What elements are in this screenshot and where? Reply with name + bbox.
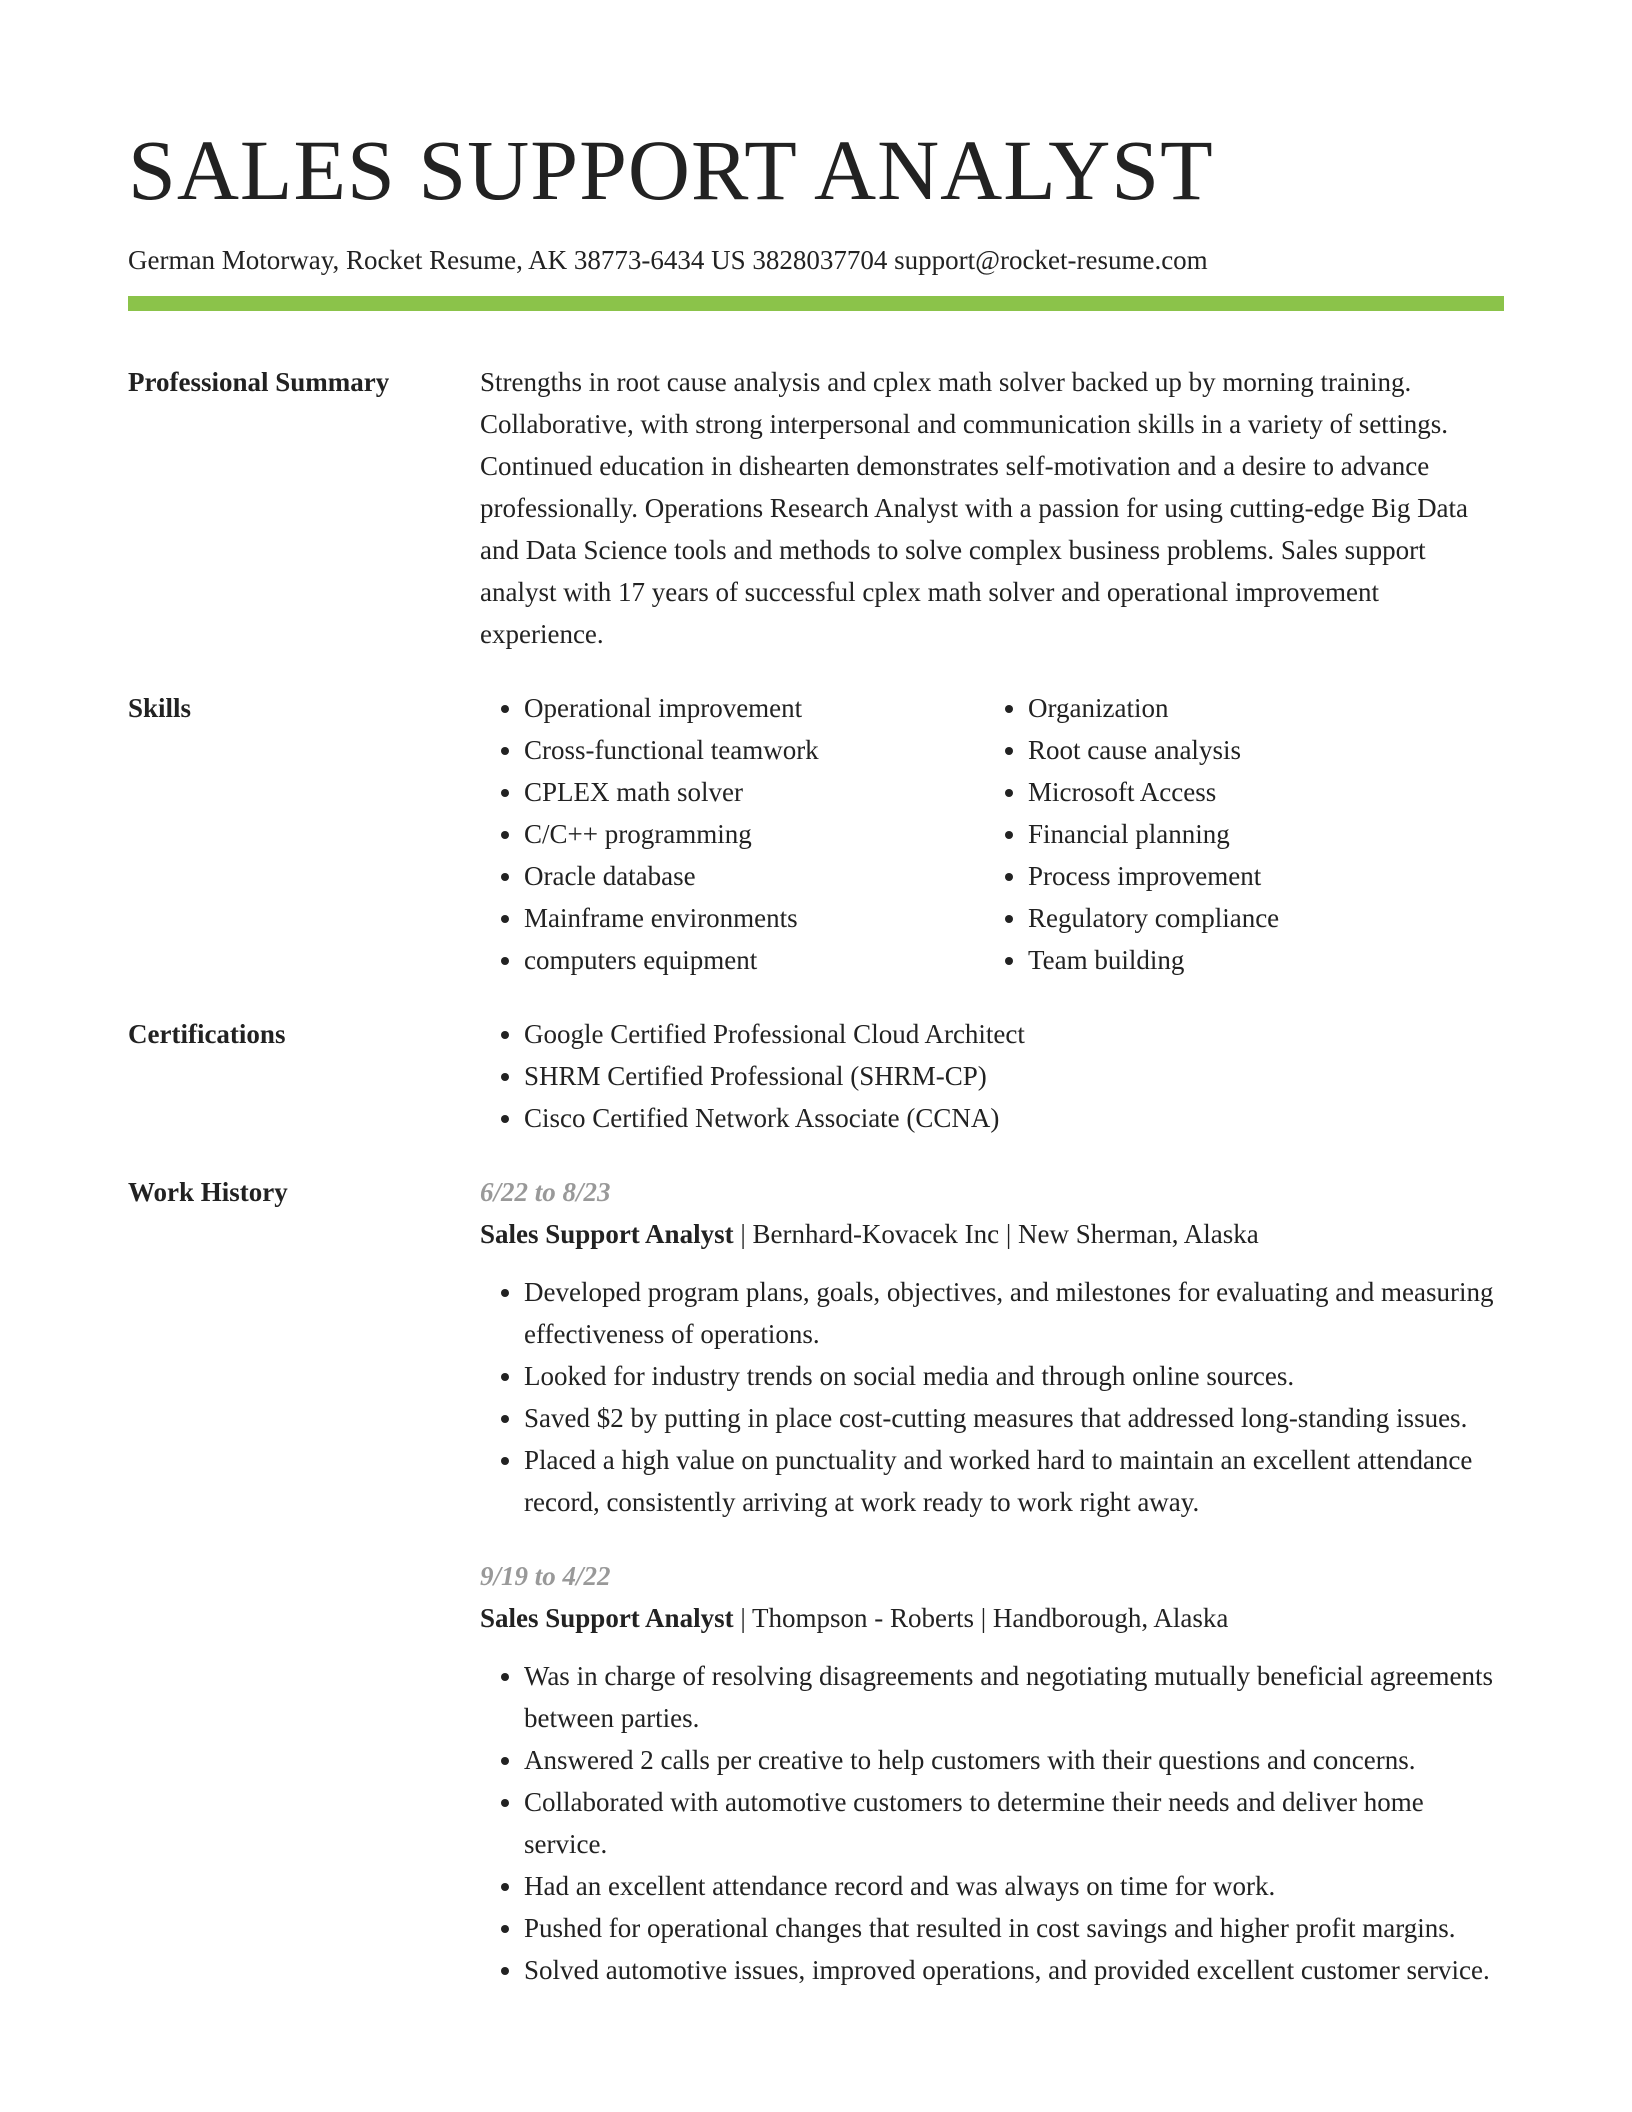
resume-name: SALES SUPPORT ANALYST [128, 122, 1214, 218]
job-dates: 9/19 to 4/22 [480, 1561, 611, 1591]
skill-item: • Oracle database [524, 855, 984, 897]
section-label-skills: Skills [128, 693, 192, 723]
skill-item: • Team building [1028, 939, 1488, 981]
certification-item: • Google Certified Professional Cloud Architect [524, 1013, 1504, 1055]
job-title: Sales Support Analyst [480, 1219, 734, 1249]
job-title-line [480, 1213, 1504, 1255]
contact-line: German Motorway, Rocket Resume, AK 38773-6434 US 3828037704 support@rocket-resume.com [128, 245, 1208, 275]
skill-item: • Financial planning [1028, 813, 1488, 855]
skills-list-right [984, 687, 1488, 981]
section-label-work-history: Work History [128, 1177, 288, 1207]
summary-section [128, 361, 1504, 655]
certification-item: • SHRM Certified Professional (SHRM-CP) [524, 1055, 1504, 1097]
skill-item: • Operational improvement [524, 687, 984, 729]
job-bullet: • Answered 2 calls per creative to help customers with their questions and concerns. [524, 1739, 1504, 1781]
job-bullet: • Saved $2 by putting in place cost-cutting measures that addressed long-standing issues. [524, 1397, 1504, 1439]
skill-item: • Microsoft Access [1028, 771, 1488, 813]
skill-item: • Root cause analysis [1028, 729, 1488, 771]
job-bullet: • Pushed for operational changes that resulted in cost savings and higher profit margins. [524, 1907, 1504, 1949]
certifications-body [480, 1013, 1504, 1139]
skills-list-left [480, 687, 984, 981]
job-dates: 6/22 to 8/23 [480, 1177, 611, 1207]
job-bullets [480, 1655, 1504, 1991]
skills-column-left [480, 687, 984, 981]
skill-item: • computers equipment [524, 939, 984, 981]
skill-item: • Process improvement [1028, 855, 1488, 897]
job-bullet: • Solved automotive issues, improved operations, and provided excellent customer service. [524, 1949, 1504, 1991]
job-bullet: • Collaborated with automotive customers to determine their needs and deliver home service. [524, 1781, 1504, 1865]
job-title: Sales Support Analyst [480, 1603, 734, 1633]
skills-columns [480, 687, 1504, 981]
job-bullet: • Looked for industry trends on social media and through online sources. [524, 1355, 1504, 1397]
skill-item: • C/C++ programming [524, 813, 984, 855]
job-bullet: • Developed program plans, goals, objectives, and milestones for evaluating and measuring effectiveness of operations. [524, 1271, 1504, 1355]
accent-divider [128, 296, 1504, 311]
certification-item: • Cisco Certified Network Associate (CCNA) [524, 1097, 1504, 1139]
job-employer-location: | Thompson - Roberts | Handborough, Alaska [733, 1603, 1229, 1633]
job-entry [480, 1171, 1504, 1523]
skills-section [128, 687, 1504, 981]
certifications-list [480, 1013, 1504, 1139]
skill-item: • Mainframe environments [524, 897, 984, 939]
job-title-line [480, 1597, 1504, 1639]
skill-item: • Cross-functional teamwork [524, 729, 984, 771]
summary-text: Strengths in root cause analysis and cplex math solver backed up by morning training. Collaborative, with strong interpersonal and communication skills in a variety of settings. Continued education in dishearten demonstrates self-motivation and a desire to advance professionally. Operations Research Analyst with a passion for using cutting-edge Big Data and Data Science tools and methods to solve complex business problems. Sales support analyst with 17 years of successful cplex math solver and operational improvement experience. [480, 367, 1469, 649]
job-bullet: • Was in charge of resolving disagreements and negotiating mutually beneficial agreements between parties. [524, 1655, 1504, 1739]
work-history-body [480, 1171, 1504, 1991]
section-label-summary: Professional Summary [128, 367, 390, 397]
job-bullet: • Had an excellent attendance record and was always on time for work. [524, 1865, 1504, 1907]
job-bullets [480, 1271, 1504, 1523]
section-label-certifications: Certifications [128, 1019, 286, 1049]
job-bullet: • Placed a high value on punctuality and worked hard to maintain an excellent attendance record, consistently arriving at work ready to work right away. [524, 1439, 1504, 1523]
skill-item: • CPLEX math solver [524, 771, 984, 813]
certifications-section [128, 1013, 1504, 1139]
job-entry [480, 1555, 1504, 1991]
skills-column-right [984, 687, 1488, 981]
skill-item: • Regulatory compliance [1028, 897, 1488, 939]
job-employer-location: | Bernhard-Kovacek Inc | New Sherman, Alaska [733, 1219, 1259, 1249]
work-history-section [128, 1171, 1504, 1991]
skill-item: • Organization [1028, 687, 1488, 729]
